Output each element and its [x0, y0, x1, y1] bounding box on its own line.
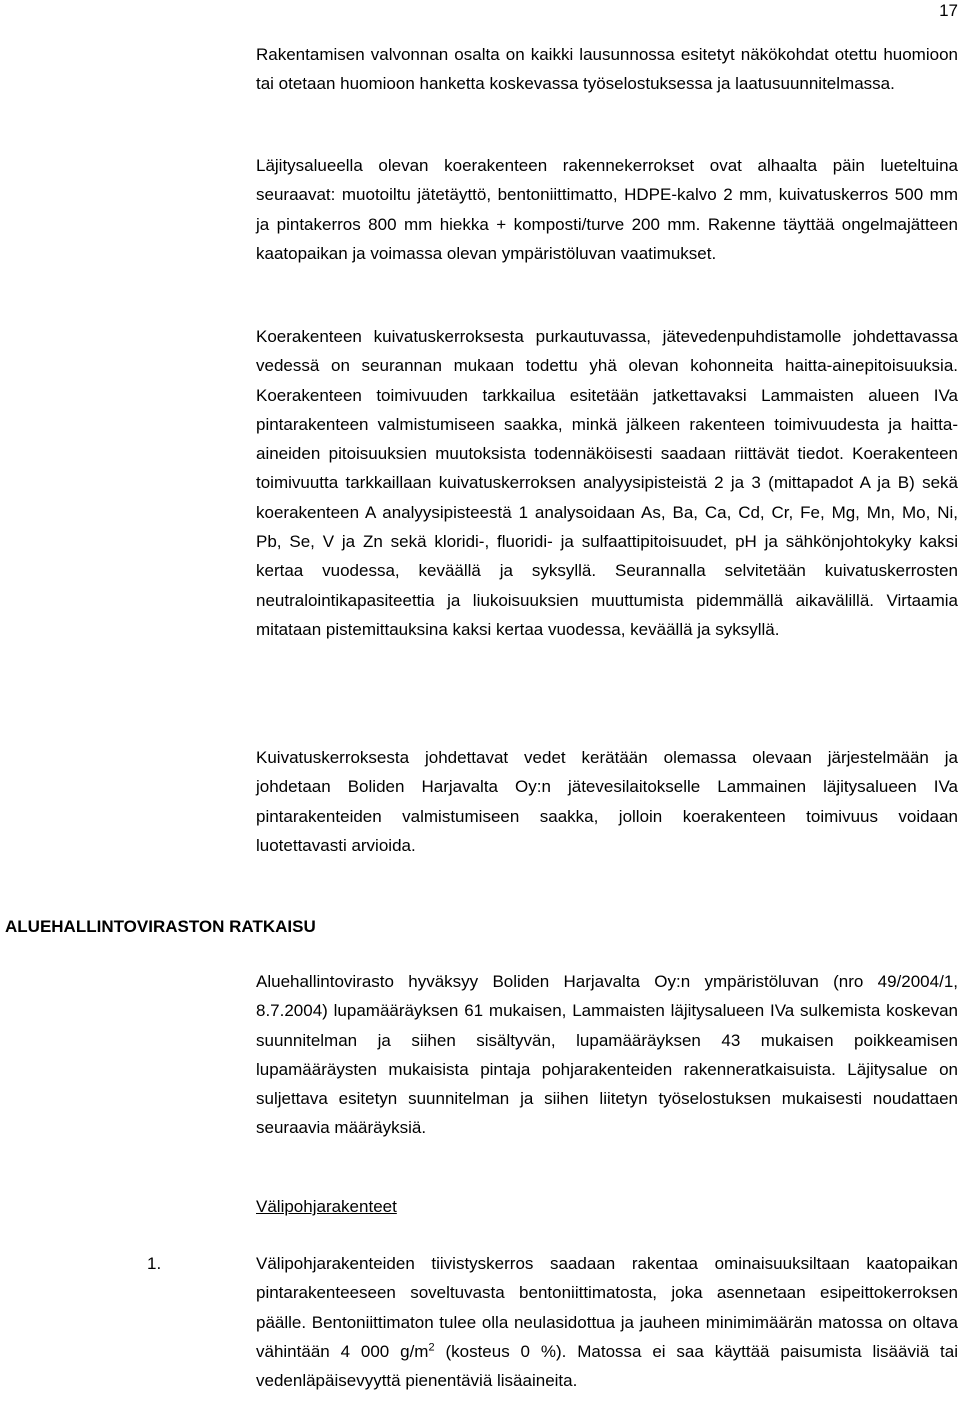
superscript-two: 2 [428, 1341, 435, 1354]
section-intro-paragraph: Aluehallintovirasto hyväksyy Boliden Harjavalta Oy:n ympäristöluvan (nro 49/2004/1, 8.7.2004) lupamääräyksen 61 mukaisen, Lammaisten läjitysalueen IVa sulkemista koskevan suunnitelman ja siihen sisältyvän, lupamääräyksen 43 mukaisen poikkeamisen lupamääräysten mukaisista pintaja pohjarakenteiden rakenneratkaisuista. Läjitysalue on suljettava esitetyn suunnitelman ja siihen liitetyn työselostuksen mukaisesti noudattaen seuraavia määräyksiä. [256, 972, 958, 1138]
list-item [256, 1249, 958, 1395]
paragraph-test-structure-layers: Läjitysalueella olevan koerakenteen rakennekerrokset ovat alhaalta päin lueteltuina seuraavat: muotoiltu jätetäyttö, bentoniittimatto, HDPE-kalvo 2 mm, kuivatuskerros 500 mm ja pintakerros 800 mm hiekka + komposti/turve 200 mm. Rakenne täyttää ongelmajätteen kaatopaikan ja voimassa olevan ympäristöluvan vaatimukset. [256, 156, 958, 263]
list-item-number: 1. [147, 1254, 162, 1273]
paragraph-construction-supervision: Rakentamisen valvonnan osalta on kaikki lausunnossa esitetyt näkökohdat otettu huomioon tai otetaan huomioon hanketta koskevassa työselostuksessa ja laatusuunnitelmassa. [256, 45, 958, 94]
subheading-valipohjarakenteet: Välipohjarakenteet [256, 1197, 397, 1216]
list-item-text-after: (kosteus 0 %). Matossa ei saa käyttää paisumista lisääviä tai vedenläpäisevyyttä pienentäviä lisäaineita. [256, 1341, 958, 1391]
page-number: 17 [939, 1, 958, 20]
list-item-text-before: Välipohjarakenteiden tiivistyskerros saadaan rakentaa ominaisuuksiltaan kaatopaikan pintarakenteeseen soveltuvasta bentoniittimatosta, joka asennetaan esipeittokerroksen päälle. Bentoniittimaton tulee olla neulasidottua ja jauheen minimimäärän matossa on oltava vähintään 4 000 g/m [256, 1254, 958, 1361]
section-heading: ALUEHALLINTOVIRASTON RATKAISU [5, 917, 316, 936]
paragraph-monitoring: Koerakenteen kuivatuskerroksesta purkautuvassa, jätevedenpuhdistamolle johdettavassa vedessä on seurannan mukaan todettu yhä olevan kohonneita haitta-ainepitoisuuksia. Koerakenteen toimivuuden tarkkailua esitetään jatkettavaksi Lammaisten alueen IVa pintarakenteen valmistumiseen saakka, minkä jälkeen rakenteen toimivuudesta ja haitta-aineiden pitoisuuksien muutoksista todennäköisesti saadaan riittävät tiedot. Koerakenteen toimivuutta tarkkaillaan kuivatuskerroksen analyysipisteistä 2 ja 3 (mittapadot A ja B) sekä koerakenteen A analyysipisteestä 1 analysoidaan As, Ba, Ca, Cd, Cr, Fe, Mg, Mn, Mo, Ni, Pb, Se, V ja Zn sekä kloridi-, fluoridi- ja sulfaattipitoisuudet, pH ja sähkönjohtokyky kaksi kertaa vuodessa, keväällä ja syksyllä. Seurannalla selvitetään kuivatuskerrosten neutralointikapasiteettia ja liukoisuuksien muuttumista pidemmällä aikavälillä. Virtaamia mitataan pistemittauksina kaksi kertaa vuodessa, keväällä ja syksyllä. [256, 327, 958, 639]
paragraph-drainage-water: Kuivatuskerroksesta johdettavat vedet kerätään olemassa olevaan järjestelmään ja johdetaan Boliden Harjavalta Oy:n jätevesilaitokselle Lammainen läjitysalueen IVa pintarakenteiden valmistumiseen saakka, jolloin koerakenteen toimivuus voidaan luotettavasti arvioida. [256, 748, 958, 855]
